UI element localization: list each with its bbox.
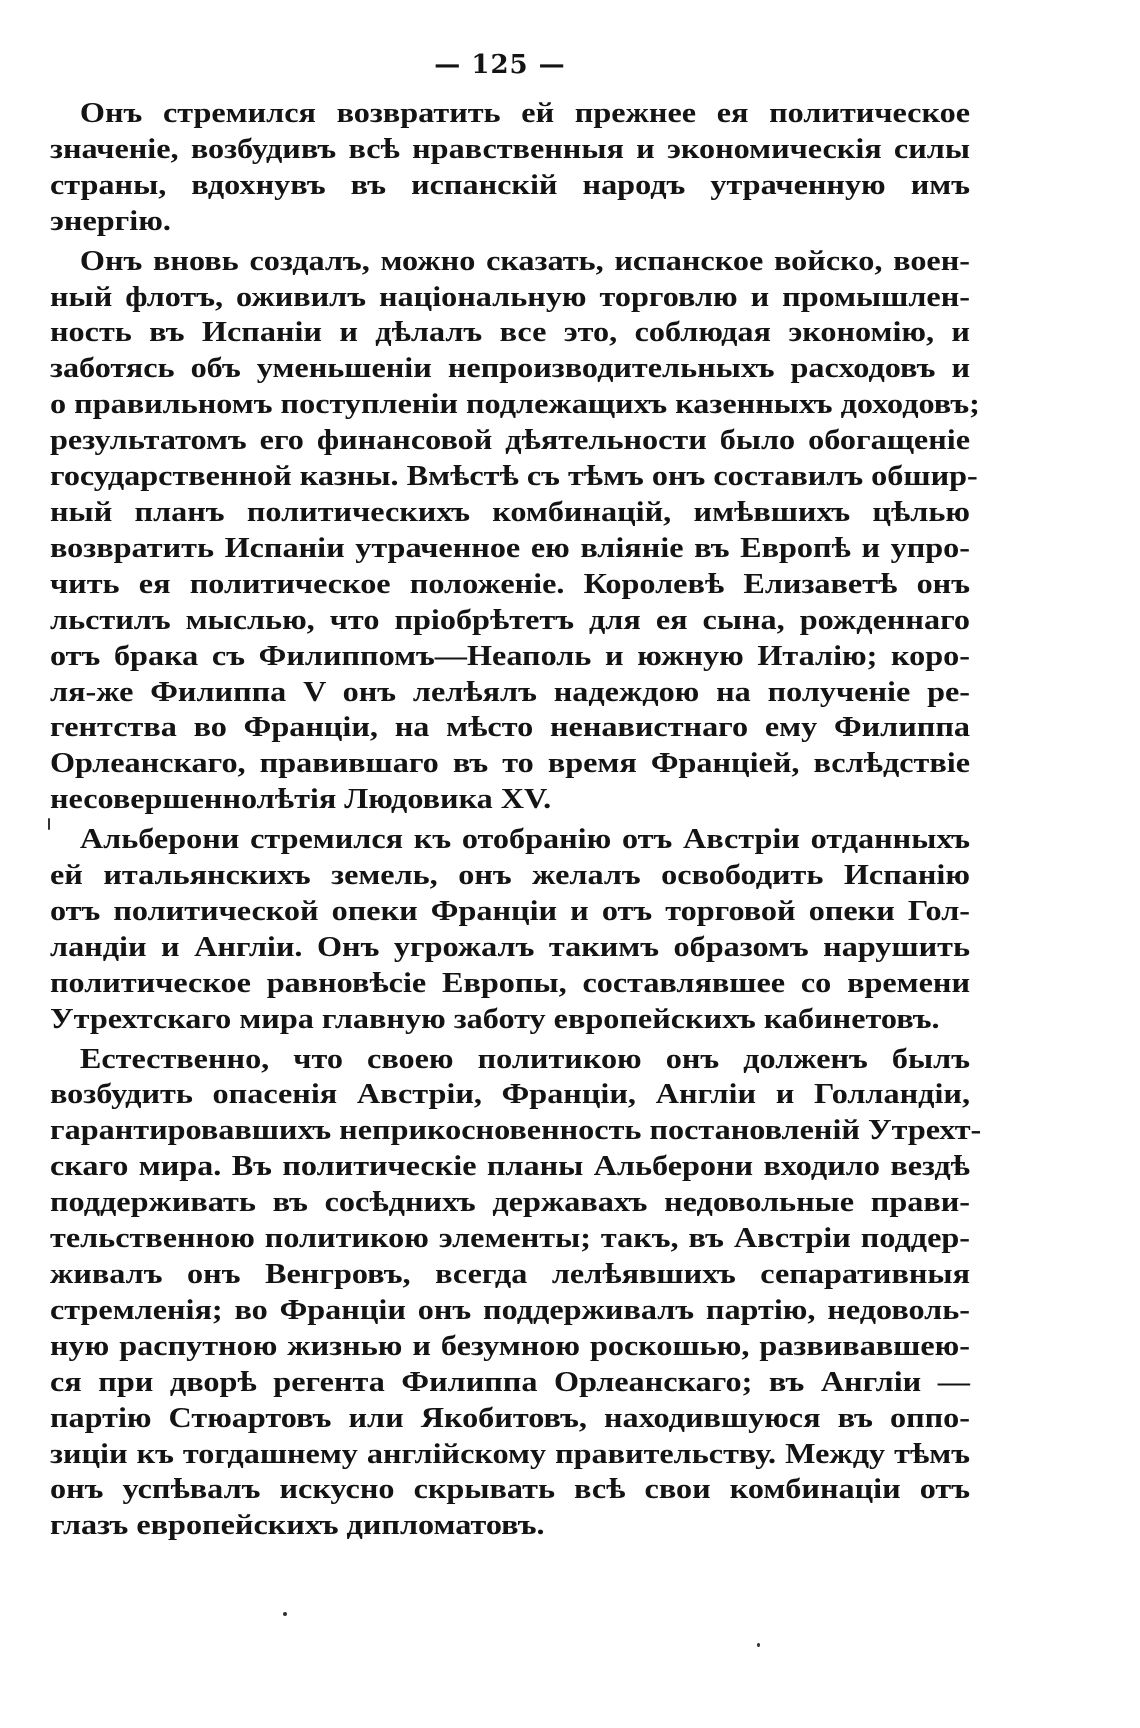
text-line: Альберони стремился къ отобранію отъ Австріи отданныхъ [79,824,970,856]
body-text [50,96,982,1544]
text-line: глазъ европейскихъ дипломатовъ. [50,1510,545,1542]
paragraph-3 [50,822,970,1037]
text-line: тельственною политикою элементы; такъ, въ Австріи поддер- [50,1223,970,1255]
scan-speck [283,1612,287,1616]
text-line: ей итальянскихъ земель, онъ желалъ освободить Испанію [50,860,970,892]
text-line: ля-же Филиппа V онъ лелѣялъ надеждою на полученіе ре- [50,676,970,708]
text-line: ландіи и Англіи. Онъ угрожалъ такимъ образомъ нарушить [50,931,970,963]
text-line: гентства во Франціи, на мѣсто ненавистнаго ему Филиппа [50,712,970,744]
text-line: государственной казны. Вмѣстѣ съ тѣмъ онъ составилъ обшир- [50,461,978,493]
text-line: энергію. [50,205,171,237]
scan-speck [48,818,50,830]
text-line: политическое равновѣсіе Европы, составлявшее со времени [50,967,970,999]
text-line: стремленія; во Франціи онъ поддерживалъ партію, недоволь- [50,1294,970,1326]
text-line: ность въ Испаніи и дѣлалъ все это, соблюдая экономію, и [50,317,970,349]
text-line: результатомъ его финансовой дѣятельности было обогащеніе [50,425,970,457]
text-line: несовершеннолѣтія Людовика XV. [50,784,552,816]
text-line: отъ брака съ Филиппомъ—Неаполь и южную Италію; коро- [50,640,970,672]
text-line: ся при дворѣ регента Филиппа Орлеанскаго; въ Англіи — [50,1366,970,1398]
paragraph-4 [50,1042,982,1545]
text-line: живалъ онъ Венгровъ, всегда лелѣявшихъ сепаративныя [50,1259,970,1290]
text-line: ный планъ политическихъ комбинацій, имѣвшихъ цѣлью [50,496,970,528]
text-line: гарантировавшихъ неприкосновенность постановленій Утрехт- [50,1115,982,1147]
text-line: отъ политической опеки Франціи и отъ торговой опеки Гол- [50,895,970,927]
text-line: заботясь объ уменьшеніи непроизводительныхъ расходовъ и [50,353,970,385]
text-line: значеніе, возбудивъ всѣ нравственныя и экономическія силы [50,133,970,165]
text-line: партію Стюартовъ или Якобитовъ, находившуюся въ оппо- [50,1402,970,1434]
scan-speck [757,1643,760,1647]
text-line: Естественно, что своею политикою онъ долженъ былъ [79,1043,970,1075]
text-line: возбудить опасенія Австріи, Франціи, Англіи и Голландіи, [50,1079,970,1111]
text-line: скаго мира. Въ политическіе планы Альберони входило вездѣ [50,1151,970,1183]
text-line: страны, вдохнувъ въ испанскій народъ утраченную имъ [50,169,970,201]
text-line: Утрехтскаго мира главную заботу европейскихъ кабинетовъ. [50,1003,940,1035]
text-line: чить ея политическое положеніе. Королевѣ Елизаветѣ онъ [50,568,970,600]
paragraph-2 [50,244,980,819]
text-line: о правильномъ поступленіи подлежащихъ казенныхъ доходовъ; [50,389,980,421]
paragraph-1 [50,96,970,240]
text-line: Онъ стремился возвратить ей прежнее ея политическое [79,98,970,129]
text-line: ный флотъ, оживилъ національную торговлю и промышлен- [50,281,970,313]
text-line: зиціи къ тогдашнему англійскому правительству. Между тѣмъ [50,1438,970,1470]
text-line: онъ успѣвалъ искусно скрывать всѣ свои комбинаціи отъ [50,1474,970,1506]
text-line: Онъ вновь создалъ, можно сказать, испанское войско, воен- [79,245,970,277]
text-line: Орлеанскаго, правившаго въ то время Франціей, вслѣдствіе [50,748,970,780]
text-line: льстилъ мыслью, что пріобрѣтетъ для ея сына, рожденнаго [50,604,970,636]
page-number: — 125 — [434,50,566,80]
text-line: поддерживать въ сосѣднихъ державахъ недовольные прави- [50,1187,970,1219]
text-line: ную распутною жизнью и безумною роскошью, развивавшею- [50,1330,970,1362]
text-line: возвратить Испаніи утраченное ею вліяніе въ Европѣ и упро- [50,532,970,564]
